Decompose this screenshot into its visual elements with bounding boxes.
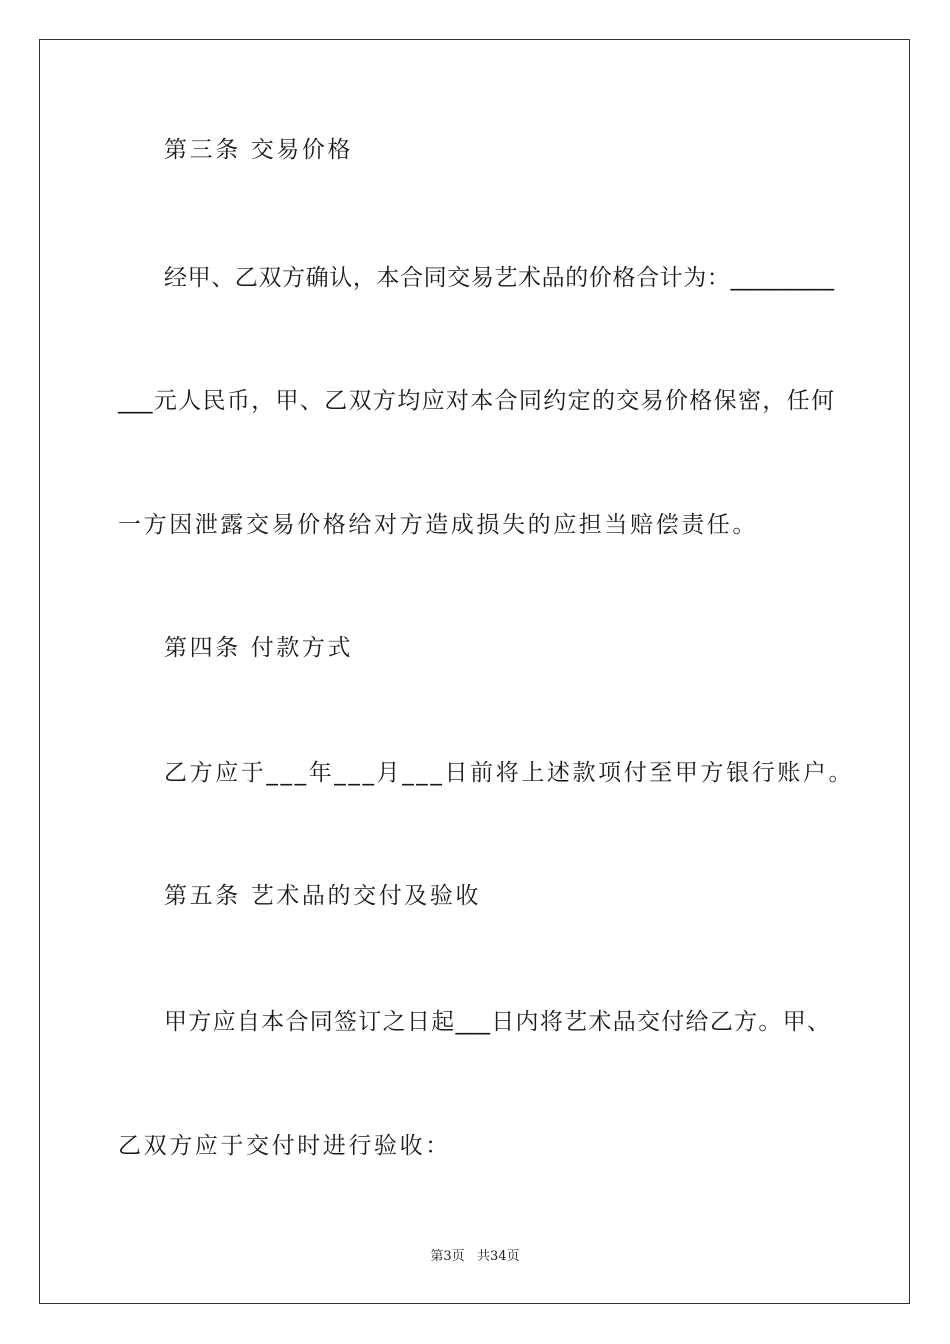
page-border xyxy=(39,39,910,1304)
article-3-heading: 第三条 交易价格 xyxy=(164,137,354,163)
article-5-heading: 第五条 艺术品的交付及验收 xyxy=(164,883,482,909)
paragraph-line: 一方因泄露交易价格给对方造成损失的应担当赔偿责任。 xyxy=(118,512,758,538)
page-footer: 第3页 共34页 xyxy=(430,1249,520,1264)
paragraph-line: 乙方应于___年___月___日前将上述款项付至甲方银行账户。 xyxy=(164,760,855,786)
paragraph-line: 乙双方应于交付时进行验收： xyxy=(118,1133,451,1159)
paragraph-line: 甲方应自本合同签订之日起___日内将艺术品交付给乙方。甲、 xyxy=(164,1009,830,1035)
paragraph-line: ___元人民币，甲、乙双方均应对本合同约定的交易价格保密，任何 xyxy=(118,388,834,414)
paragraph-line: 经甲、乙双方确认，本合同交易艺术品的价格合计为：_________ xyxy=(164,265,834,291)
article-4-heading: 第四条 付款方式 xyxy=(164,635,354,661)
